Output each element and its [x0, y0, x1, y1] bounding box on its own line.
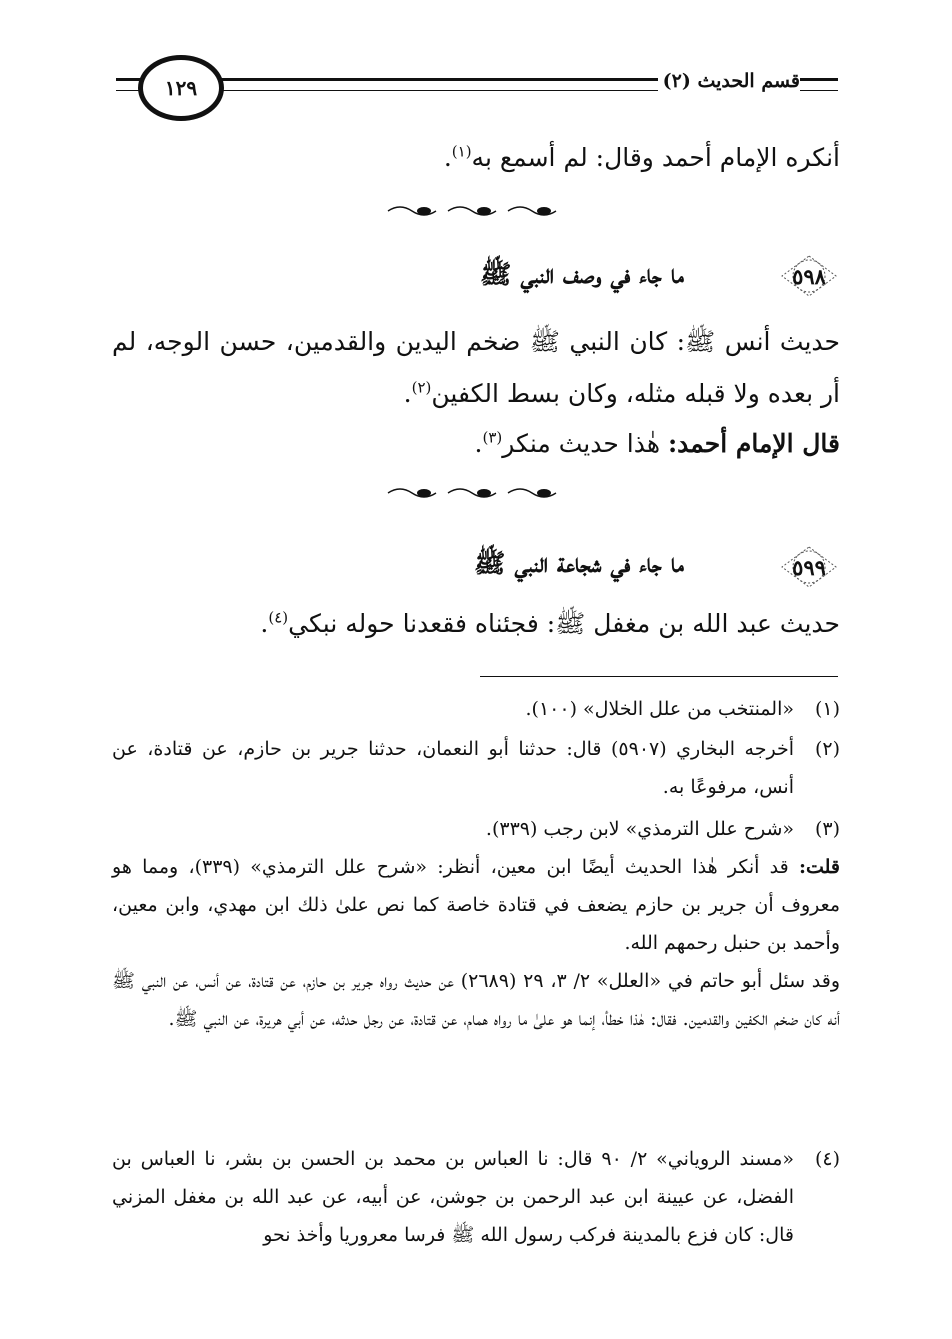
- hadith-599: حديث عبد الله بن مغفل ﷺ: فجئناه فقعدنا حوله نبكي$^{(٤)}$.: [260, 608, 840, 638]
- footnote-number: (٢): [814, 738, 840, 760]
- section-title-599: ما جاء في شجاعة النبي ﷺ: [474, 549, 684, 579]
- comment-598: قال الإمام أحمد: هٰذا حديث منكر$^{(٣)}$.: [474, 428, 840, 458]
- footnote-ref-1: (١): [451, 142, 472, 161]
- footnote-ref-2: (٢): [411, 378, 432, 397]
- page-number: ١٢٩: [164, 76, 198, 100]
- hadith-599-text: حديث عبد الله بن مغفل ﷺ: فجئناه فقعدنا حوله نبكي: [288, 609, 840, 638]
- footnote-ref-4: (٤): [268, 608, 289, 627]
- footnote-4: [112, 1140, 840, 1254]
- footnote-note-text: قد أنكر هٰذا الحديث أيضًا ابن معين، أنظر: «شرح علل الترمذي» (٣٣٩)، ومما هو معروف أن جرير بن حازم يضعف في قتادة خاصة كما نص علىٰ ذلك ابن مهدي، وابن معين، وأحمد بن حنبل رحمهم الله.: [112, 856, 840, 954]
- section-number-badge-599: [778, 545, 840, 589]
- section-number-badge-598: [778, 254, 840, 298]
- footnote-note: [112, 848, 840, 962]
- footnote-text: «مسند الروياني» ٢/ ٩٠ قال: نا العباس بن محمد بن الحسن بن بشر، نا العباس بن الفضل، عن عيينة ابن عبد الرحمن بن جوشن، عن أبيه، عن عبد الله بن مغفل المزني قال: كان فزع بالمدينة فركب رسول الله ﷺ فرسا معروريا وأخذ نحو: [112, 1148, 794, 1246]
- section-title-598: ما جاء في وصف النبي ﷺ: [479, 260, 684, 290]
- footnote-separator: [480, 676, 838, 677]
- section-number-598: ٥٩٨: [792, 263, 826, 289]
- section-number-599: ٥٩٩: [792, 554, 826, 580]
- footnote-2: [112, 730, 840, 806]
- header-rule-left-top: [116, 78, 140, 81]
- intro-paragraph: أنكره الإمام أحمد وقال: لم أسمع به$^{(١)}$.: [443, 142, 840, 172]
- footnote-1: [112, 690, 840, 728]
- footnote-number: (٣): [814, 818, 840, 840]
- intro-text: أنكره الإمام أحمد وقال: لم أسمع به: [471, 143, 840, 172]
- header-rule-end-bottom: [800, 90, 838, 91]
- header-rule-right-bottom: [222, 90, 658, 91]
- footnote-ref-3: (٣): [482, 428, 503, 447]
- comment-label: قال الإمام أحمد:: [667, 429, 840, 458]
- footnote-text: «المنتخب من علل الخلال» (١٠٠).: [525, 698, 794, 720]
- footnote-text: أخرجه البخاري (٥٩٠٧) قال: حدثنا أبو النعمان، حدثنا جرير بن حازم، عن قتادة، عن أنس، مرفوعًا به.: [112, 738, 794, 798]
- running-title: قسم الحديث (٢): [662, 70, 800, 92]
- footnote-note-label: قلت:: [798, 856, 841, 878]
- header-rule-right-top: [222, 78, 658, 81]
- footnote-number: (٤): [814, 1148, 840, 1170]
- ornament-divider: [380, 202, 570, 220]
- header-rule-end-top: [800, 78, 838, 81]
- header-rule-left-bottom: [116, 90, 140, 91]
- footnote-text: «شرح علل الترمذي» لابن رجب (٣٣٩).: [485, 818, 794, 840]
- footnote-number: (١): [814, 698, 840, 720]
- hadith-598: حديث أنس ﷺ: كان النبي ﷺ ضخم اليدين والقدمين، حسن الوجه، لم أر بعده ولا قبله مثله، وكان بسط الكفين$^{(٢)}$.: [112, 327, 840, 408]
- hadith-598-text: حديث أنس ﷺ: كان النبي ﷺ ضخم اليدين والقدمين، حسن الوجه، لم أر بعده ولا قبله مثله، وكان بسط الكفين: [112, 327, 840, 408]
- ornament-divider: [380, 484, 570, 502]
- footnote-3: [112, 810, 840, 1038]
- page-number-badge: [138, 55, 224, 121]
- footnote-note-2: وقد سئل أبو حاتم في «العلل» ٢/ ٣، ٢٩ (٢٦٨٩) عن حديث رواه جرير بن حازم، عن قتادة، عن أنس، عن النبي ﷺ أنه كان ضخم الكفين والقدمين. فقال: هٰذا خطأ، إنما هو علىٰ ما رواه همام، عن قتادة، عن رجل حدثه، عن أبي هريرة، عن النبي ﷺ.: [112, 970, 841, 1030]
- comment-text: هٰذا حديث منكر: [502, 429, 660, 458]
